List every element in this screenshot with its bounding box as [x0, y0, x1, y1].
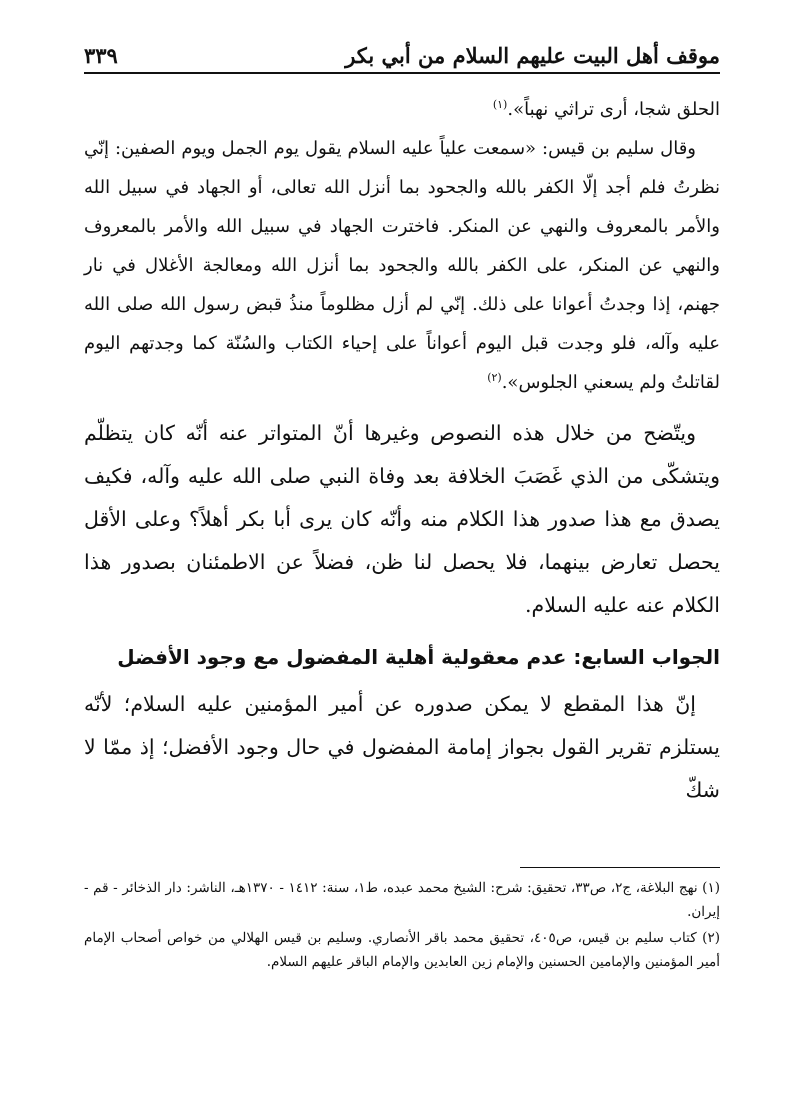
main-text — [84, 90, 720, 812]
running-title: موقف أهل البيت عليهم السلام من أبي بكر — [345, 43, 720, 68]
quote-2-text: وقال سليم بن قيس: «سمعت علياً عليه السلام يقول يوم الجمل ويوم الصفين: إنّي نظرتُ فلم أجد إلّا الكفر بالله والجحود بما أنزل الله تعالى، أو الجهاد في سبيل الله والأمر بالمعروف والنهي عن المنكر. فاخترت الجهاد في سبيل الله والأمر بالمعروف والنهي عن المنكر، على الكفر بالله والجحود بما أنزل الله ومعالجة الأغلال في نار جهنم، إذا وجدتُ أعوانا على ذلك. إنّي لم أزل مظلوماً منذُ قبض رسول الله صلى الله عليه وآله، فلو وجدت قبل اليوم أعواناً على إحياء الكتاب والسُنّة كما وجدتهم اليوم لقاتلتُ ولم يسعني الجلوس». — [84, 138, 720, 393]
quote-1-text: الحلق شجا، أرى تراثي نهباً». — [507, 99, 720, 120]
quote-sulaym — [84, 129, 720, 402]
paragraph-1-text: ويتّضح من خلال هذه النصوص وغيرها أنّ المتواتر عنه أنّه كان يتظلّم ويتشكّى من الذي غَصَبَ الخلافة بعد وفاة النبي صلى الله عليه وآله، فكيف يصدق مع هذا صدور هذا الكلام منه وأنّه كان يرى أبا بكر أهلاً؟ وعلى الأقل يحصل تعارض بينهما، فلا يحصل لنا ظن، فضلاً عن الاطمئنان بصدور هذا الكلام عنه عليه السلام. — [84, 421, 720, 617]
footnote-divider — [520, 867, 720, 868]
running-header — [84, 28, 720, 68]
section-heading: الجواب السابع: عدم معقولية أهلية المفضول مع وجود الأفضل — [117, 645, 720, 669]
footnotes — [84, 876, 720, 976]
paragraph — [84, 683, 720, 812]
quote-continuation — [84, 90, 720, 129]
footnote-ref-2: (٢) — [487, 371, 502, 384]
footnote-1: (١) نهج البلاغة، ج٢، ص٣٣، تحقيق: شرح: الشيخ محمد عبده، ط١، سنة: ١٤١٢ - ١٣٧٠هـ، الناشر: دار الذخائر - قم - إيران. — [84, 880, 720, 920]
footnote-2: (٢) كتاب سليم بن قيس، ص٤٠٥، تحقيق محمد باقر الأنصاري. وسليم بن قيس الهلالي من خواص أصحاب الإمام أمير المؤمنين والإمامين الحسنين والإمام زين العابدين والإمام الباقر عليهم السلام. — [84, 930, 720, 970]
page-number: ٣٣٩ — [84, 43, 118, 68]
header-divider — [84, 72, 720, 74]
paragraph-2-text: إنّ هذا المقطع لا يمكن صدوره عن أمير المؤمنين عليه السلام؛ لأنّه يستلزم تقرير القول بجواز إمامة المفضول في حال وجود الأفضل؛ إذ ممّا لا شكّ — [84, 692, 720, 802]
footnote-ref-1: (١) — [492, 98, 508, 111]
paragraph — [84, 412, 720, 627]
